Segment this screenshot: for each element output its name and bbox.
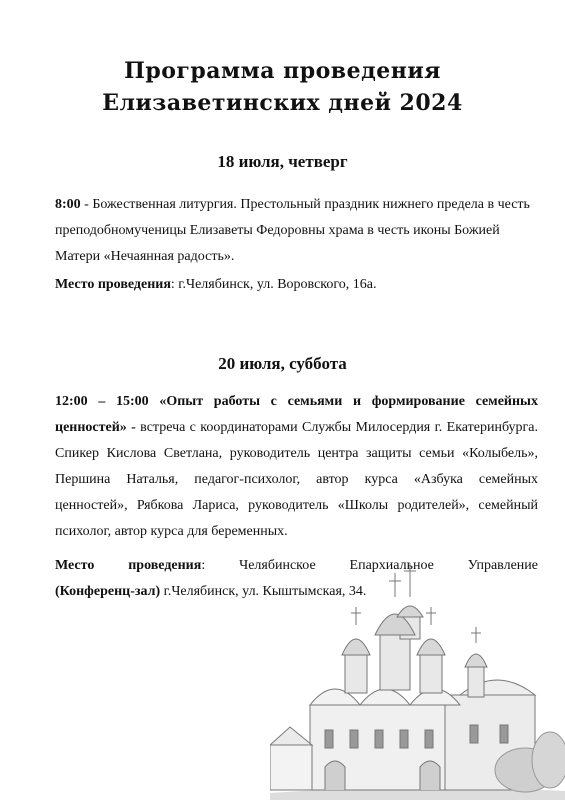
church-drawing-icon	[270, 555, 565, 800]
day2-venue-hall: (Конференц-зал)	[55, 584, 161, 599]
day2-event	[55, 389, 538, 545]
day1-event-text: - Божественная литургия. Престольный праздник нижнего предела в честь преподобномученицы Елизаветы Федоровны храма в честь иконы Божией Матери «Нечаянная радость».	[55, 197, 530, 264]
day2-venue-label: Место проведения	[55, 558, 202, 573]
day2-event-text: встреча с координаторами Службы Милосердия г. Екатеринбурга. Спикер Кислова Светлана, руководитель центра защиты семьи «Колыбель», Першина Наталья, педагог-психолог, автор курса «Азбука семейных ценностей», Рябкова Лариса, руководитель «Школы родителей», семейный психолог, автор курса для беременных.	[55, 420, 538, 539]
day2-heading: 20 июля, суббота	[218, 354, 347, 373]
day1-venue-label: Место проведения	[55, 277, 171, 292]
day2-venue-address: г.Челябинск, ул. Кыштымская, 34.	[160, 584, 367, 599]
program-title-line2: Елизаветинских дней 2024	[102, 90, 463, 116]
day1-venue-text: : г.Челябинск, ул. Воровского, 16а.	[170, 277, 377, 292]
day2-time-title: 12:00 – 15:00 «Опыт работы с семьями и формирование семейных ценностей» -	[55, 394, 538, 435]
day1-heading: 18 июля, четверг	[217, 152, 348, 171]
program-title-line1: Программа проведения	[124, 58, 441, 84]
day1-event	[55, 192, 538, 270]
day1-time: 8:00	[55, 197, 81, 212]
day2-venue-text: : Челябинское Епархиальное Управление	[201, 558, 538, 573]
day1-venue	[55, 272, 538, 298]
